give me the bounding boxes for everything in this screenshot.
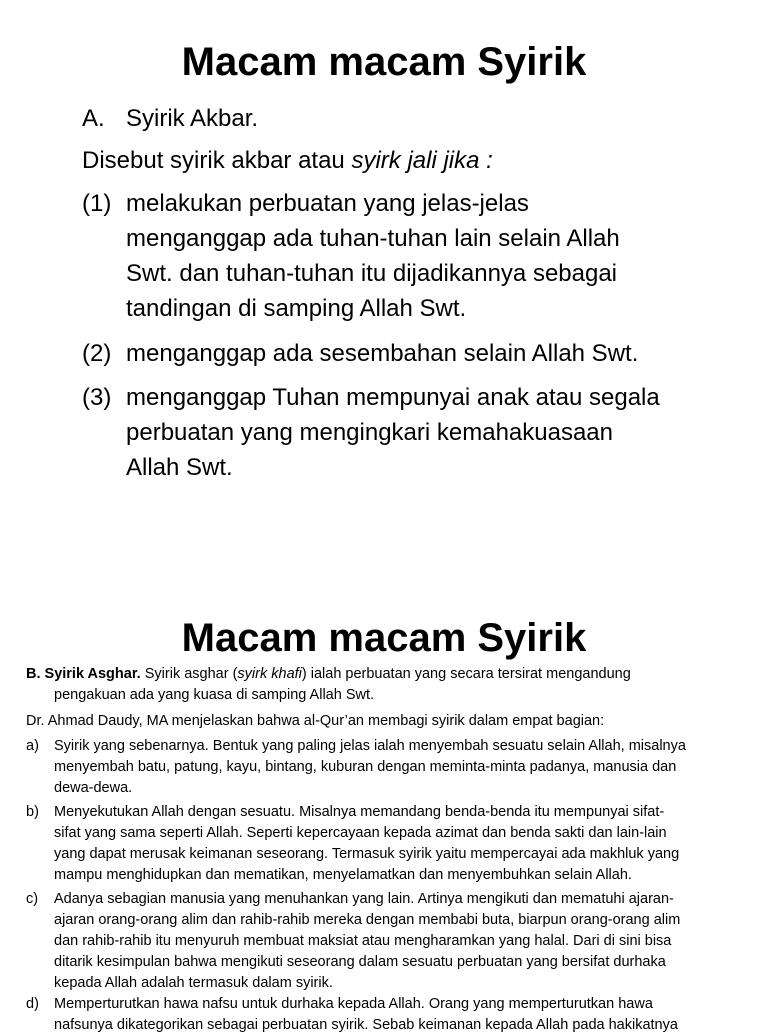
item-line: menyembah batu, patung, kayu, bintang, kuburan dengan meminta-minta padanya, manusia dan [54,759,677,775]
item-line: dan rahib-rahib itu menyuruh membuat maksiat atau mengharamkan yang halal. Dari di sini bisa [54,933,672,949]
item-line: yang dapat merusak keimanan seseorang. Termasuk syirik yaitu mempercayai ada makhluk yang [54,846,680,862]
item-line: Syirik yang sebenarnya. Bentuk yang paling jelas ialah menyembah sesuatu selain Allah, misalnya [54,738,686,754]
intro-prefix: Disebut syirik akbar atau [82,147,352,174]
item-line: Menyekutukan Allah dengan sesuatu. Misalnya memandang benda-benda itu mempunyai sifat- [54,804,665,820]
section-b-line2: pengakuan ada yang kuasa di samping Allah Swt. [54,687,375,703]
item-line: Memperturutkan hawa nafsu untuk durhaka kepada Allah. Orang yang memperturutkan hawa [54,996,653,1012]
slide-2 [0,600,768,1033]
item-line: Allah Swt. [126,454,233,481]
item-line: perbuatan yang mengingkari kemahakuasaan [126,419,613,446]
item-line: kepada Allah adalah termasuk dalam syirik. [54,975,333,991]
item-number: (3) [82,384,112,411]
item-line: menganggap ada sesembahan selain Allah Swt. [126,340,639,367]
item-label: a) [26,738,39,754]
item-line: Swt. dan tuhan-tuhan itu dijadikannya sebagai [126,260,618,287]
heading-text: Syirik Akbar. [126,105,259,132]
item-label: d) [26,996,39,1012]
item-line: sifat yang sama seperti Allah. Seperti kepercayaan kepada azimat dan benda sakti dan lain-lain [54,825,667,841]
item-number: (2) [82,340,112,367]
item-line: tandingan di samping Allah Swt. [126,295,467,322]
item-line: melakukan perbuatan yang jelas-jelas [126,190,529,217]
item-line: ditarik kesimpulan bahwa mengikuti seseorang dalam sesuatu perbuatan yang bersifat durhaka [54,954,666,970]
item-line: Adanya sebagian manusia yang menuhankan yang lain. Artinya mengikuti dan mematuhi ajaran- [54,891,674,907]
item-line: dewa-dewa. [54,780,133,796]
section-b-italic: syirk khafi [237,666,302,682]
item-line: menganggap Tuhan mempunyai anak atau segala [126,384,660,411]
slide-1-title: Macam macam Syirik [181,40,587,84]
section-b-label: B. Syirik Asghar. [26,666,141,682]
section-b-text: ) ialah perbuatan yang secara tersirat mengandung [301,666,631,682]
list-item [26,802,736,886]
intro-italic: syirk jali jika : [351,147,493,174]
heading-label: A. [82,105,105,132]
intro-paragraph: Dr. Ahmad Daudy, MA menjelaskan bahwa al-Qur’an membagi syirik dalam empat bagian: [26,713,605,729]
list-item [26,994,736,1036]
item-line: ajaran orang-orang alim dan rahib-rahib mereka dengan membabi buta, biarpun orang-orang alim [54,912,681,928]
slide-2-title: Macam macam Syirik [181,616,587,660]
list-item [26,889,736,994]
item-label: b) [26,804,39,820]
intro-line [82,143,722,178]
section-b-text: Syirik asghar ( [140,666,238,682]
item-number: (1) [82,190,112,217]
section-syirik-asghar [26,664,736,706]
item-line: menganggap ada tuhan-tuhan lain selain Allah [126,225,620,252]
list-item [26,736,736,799]
item-line: nafsunya dikategorikan sebagai perbuatan syirik. Sebab keimanan kepada Allah pada hakikatnya [54,1017,678,1033]
item-label: c) [26,891,39,907]
item-line: mampu menghidupkan dan mematikan, menyelamatkan dan menyembuhkan selain Allah. [54,867,632,883]
